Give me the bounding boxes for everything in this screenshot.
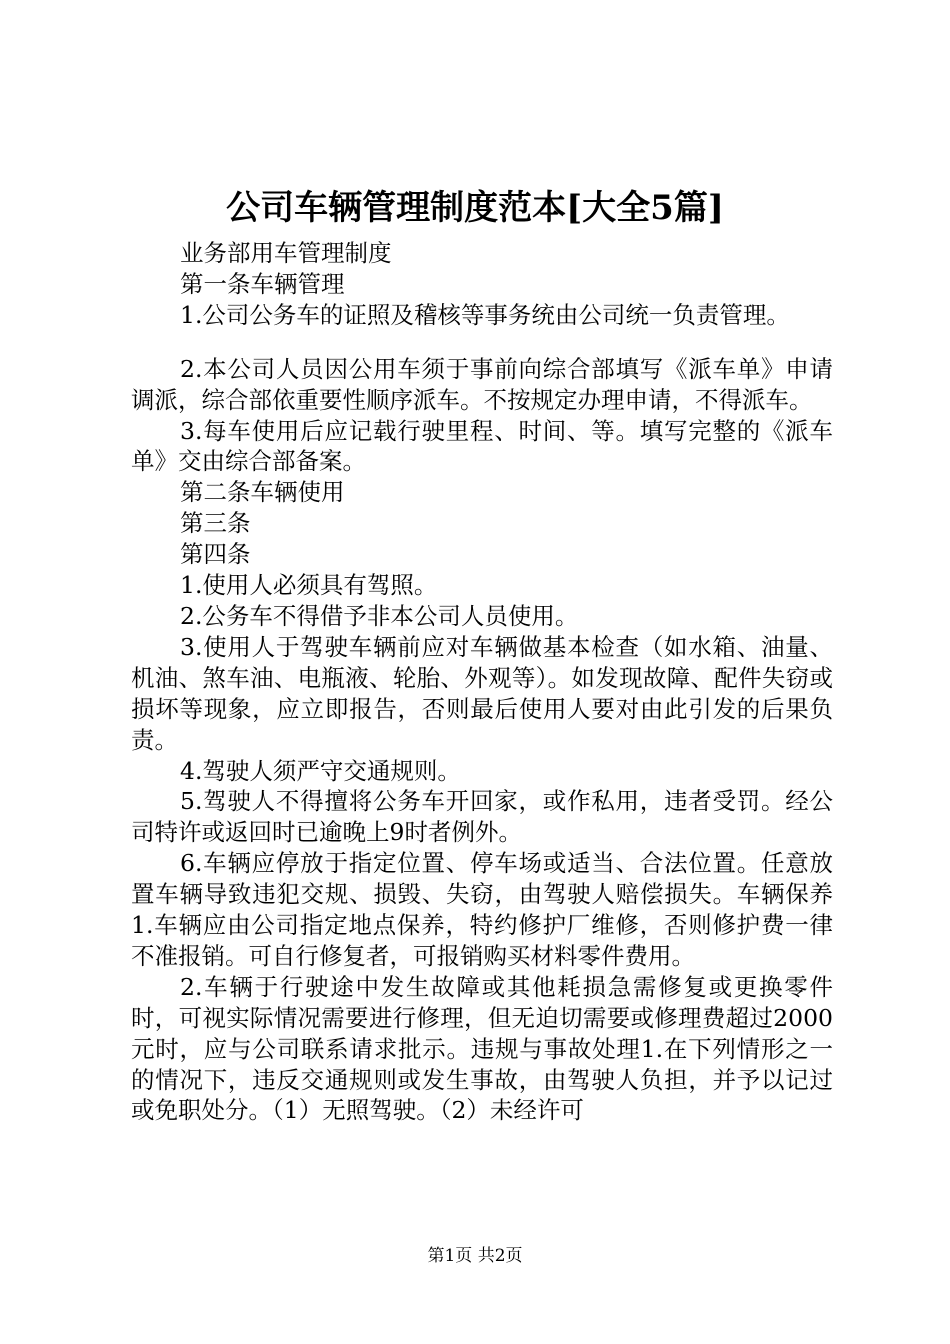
paragraph-article-4: 第四条 (180, 540, 251, 569)
paragraph-article-1: 第一条车辆管理 (180, 269, 345, 298)
paragraph-item-1-3: 3.每车使用后应记载行驶里程、时间、等。填写完整的《派车单》交由综合部备案。 (131, 416, 833, 476)
paragraph-item-4-1: 1.使用人必须具有驾照。 (180, 571, 438, 600)
paragraph-item-1-1: 1.公司公务车的证照及稽核等事务统由公司统一负责管理。 (180, 300, 790, 329)
document-title: 公司车辆管理制度范本[大全5篇] (226, 188, 724, 228)
paragraph-maintenance-2: 2.车辆于行驶途中发生故障或其他耗损急需修复或更换零件时，可视实际情况需要进行修理，但无迫切需要或修理费超过2000元时，应与公司联系请求批示。违规与事故处理1.在下列情形之一的情况下，违反交通规则或发生事故，由驾驶人负担，并予以记过或免职处分。（1）无照驾驶。（2）未经许可 (131, 972, 833, 1125)
paragraph-article-2: 第二条车辆使用 (180, 478, 345, 507)
paragraph-article-3: 第三条 (180, 509, 251, 538)
paragraph-item-4-2: 2.公务车不得借予非本公司人员使用。 (180, 601, 579, 630)
paragraph-heading-rules: 业务部用车管理制度 (180, 239, 392, 267)
paragraph-item-4-3: 3.使用人于驾驶车辆前应对车辆做基本检查（如水箱、油量、机油、煞车油、电瓶液、轮胎、外观等）。如发现故障、配件失窃或损坏等现象，应立即报告，否则最后使用人要对由此引发的后果负责。 (131, 632, 833, 754)
document-body (131, 238, 833, 1126)
paragraph-item-4-4: 4.驾驶人须严守交通规则。 (180, 756, 461, 785)
paragraph-item-4-6: 6.车辆应停放于指定位置、停车场或适当、合法位置。任意放置车辆导致违犯交规、损毁、失窃，由驾驶人赔偿损失。车辆保养1.车辆应由公司指定地点保养，特约修护厂维修，否则修护费一律不准报销。可自行修复者，可报销购买材料零件费用。 (131, 849, 833, 970)
paragraph-item-4-5: 5.驾驶人不得擅将公务车开回家，或作私用，违者受罚。经公司特许或返回时已逾晚上9时者例外。 (131, 787, 833, 847)
page-footer: 第1页 共2页 (427, 1246, 523, 1266)
paragraph-item-1-2: 2.本公司人员因公用车须于事前向综合部填写《派车单》申请调派，综合部依重要性顺序派车。不按规定办理申请，不得派车。 (131, 354, 833, 414)
